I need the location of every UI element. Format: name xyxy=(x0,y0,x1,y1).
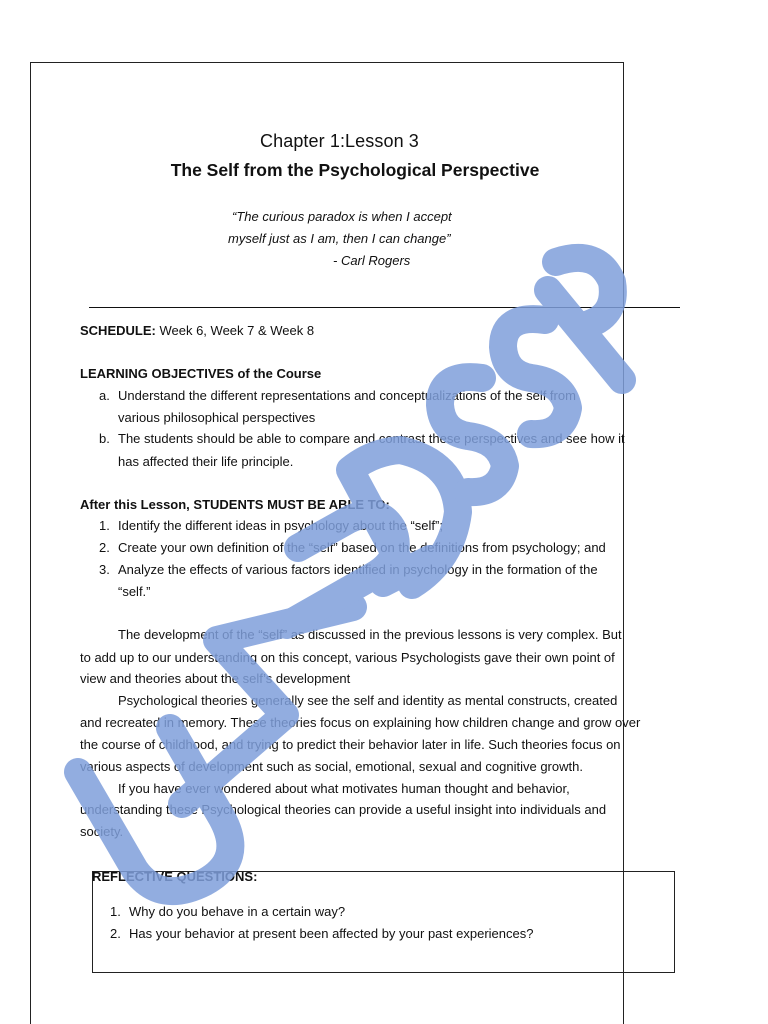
body-line: If you have ever wondered about what motivates human thought and behavior, xyxy=(118,781,570,796)
question-text: Why do you behave in a certain way? xyxy=(129,904,346,919)
objective-marker: a. xyxy=(99,388,110,403)
body-line: to add up to our understanding on this concept, various Psychologists gave their own point of xyxy=(80,650,615,665)
body-line: The development of the “self” as discussed in the previous lessons is very complex. But xyxy=(118,627,622,642)
quote-author: - Carl Rogers xyxy=(333,253,411,268)
quote-line-2: myself just as I am, then I can change” xyxy=(228,231,451,246)
outcome-marker: 3. xyxy=(99,562,110,577)
objective-marker: b. xyxy=(99,431,110,446)
outcome-text: Identify the different ideas in psychology about the “self”; xyxy=(118,518,443,533)
body-line: understanding these Psychological theories can provide a useful insight into individuals and xyxy=(80,802,607,817)
schedule-label: SCHEDULE: xyxy=(80,323,156,338)
question-text: Has your behavior at present been affected by your past experiences? xyxy=(129,926,534,941)
objective-text: various philosophical perspectives xyxy=(118,410,316,425)
body-line: view and theories about the self’s development xyxy=(80,671,351,686)
schedule-value: Week 6, Week 7 & Week 8 xyxy=(159,323,315,338)
question-marker: 1. xyxy=(110,904,121,919)
body-line: various aspects of development such as social, emotional, sexual and cognitive growth. xyxy=(80,759,583,774)
objective-text: has affected their life principle. xyxy=(118,454,294,469)
outcome-marker: 1. xyxy=(99,518,110,533)
body-line: and recreated in memory. These theories focus on explaining how children change and grow over xyxy=(80,715,641,730)
section-divider xyxy=(89,307,680,308)
reflective-questions-box xyxy=(92,871,675,973)
outcome-text: Create your own definition of the “self” based on the definitions from psychology; and xyxy=(118,540,606,555)
body-line: Psychological theories generally see the self and identity as mental constructs, created xyxy=(118,693,618,708)
body-line: society. xyxy=(80,824,124,839)
page-title: The Self from the Psychological Perspective xyxy=(170,160,540,180)
outcomes-heading: After this Lesson, STUDENTS MUST BE ABLE TO: xyxy=(80,497,390,512)
objectives-heading: LEARNING OBJECTIVES of the Course xyxy=(80,366,322,381)
question-marker: 2. xyxy=(110,926,121,941)
body-line: the course of childhood, and trying to predict their behavior later in life. Such theories focus on xyxy=(80,737,621,752)
outcome-text: Analyze the effects of various factors identified in psychology in the formation of the xyxy=(118,562,598,577)
chapter-heading: Chapter 1:Lesson 3 xyxy=(260,131,419,151)
reflective-heading: REFLECTIVE QUESTIONS: xyxy=(92,869,258,884)
objective-text: The students should be able to compare and contrast these perspectives and see how it xyxy=(118,431,625,446)
objective-text: Understand the different representations and conceptualizations of the self from xyxy=(118,388,576,403)
schedule xyxy=(80,323,314,338)
outcome-text: “self.” xyxy=(118,584,151,599)
outcome-marker: 2. xyxy=(99,540,110,555)
quote-line-1: “The curious paradox is when I accept xyxy=(232,209,452,224)
